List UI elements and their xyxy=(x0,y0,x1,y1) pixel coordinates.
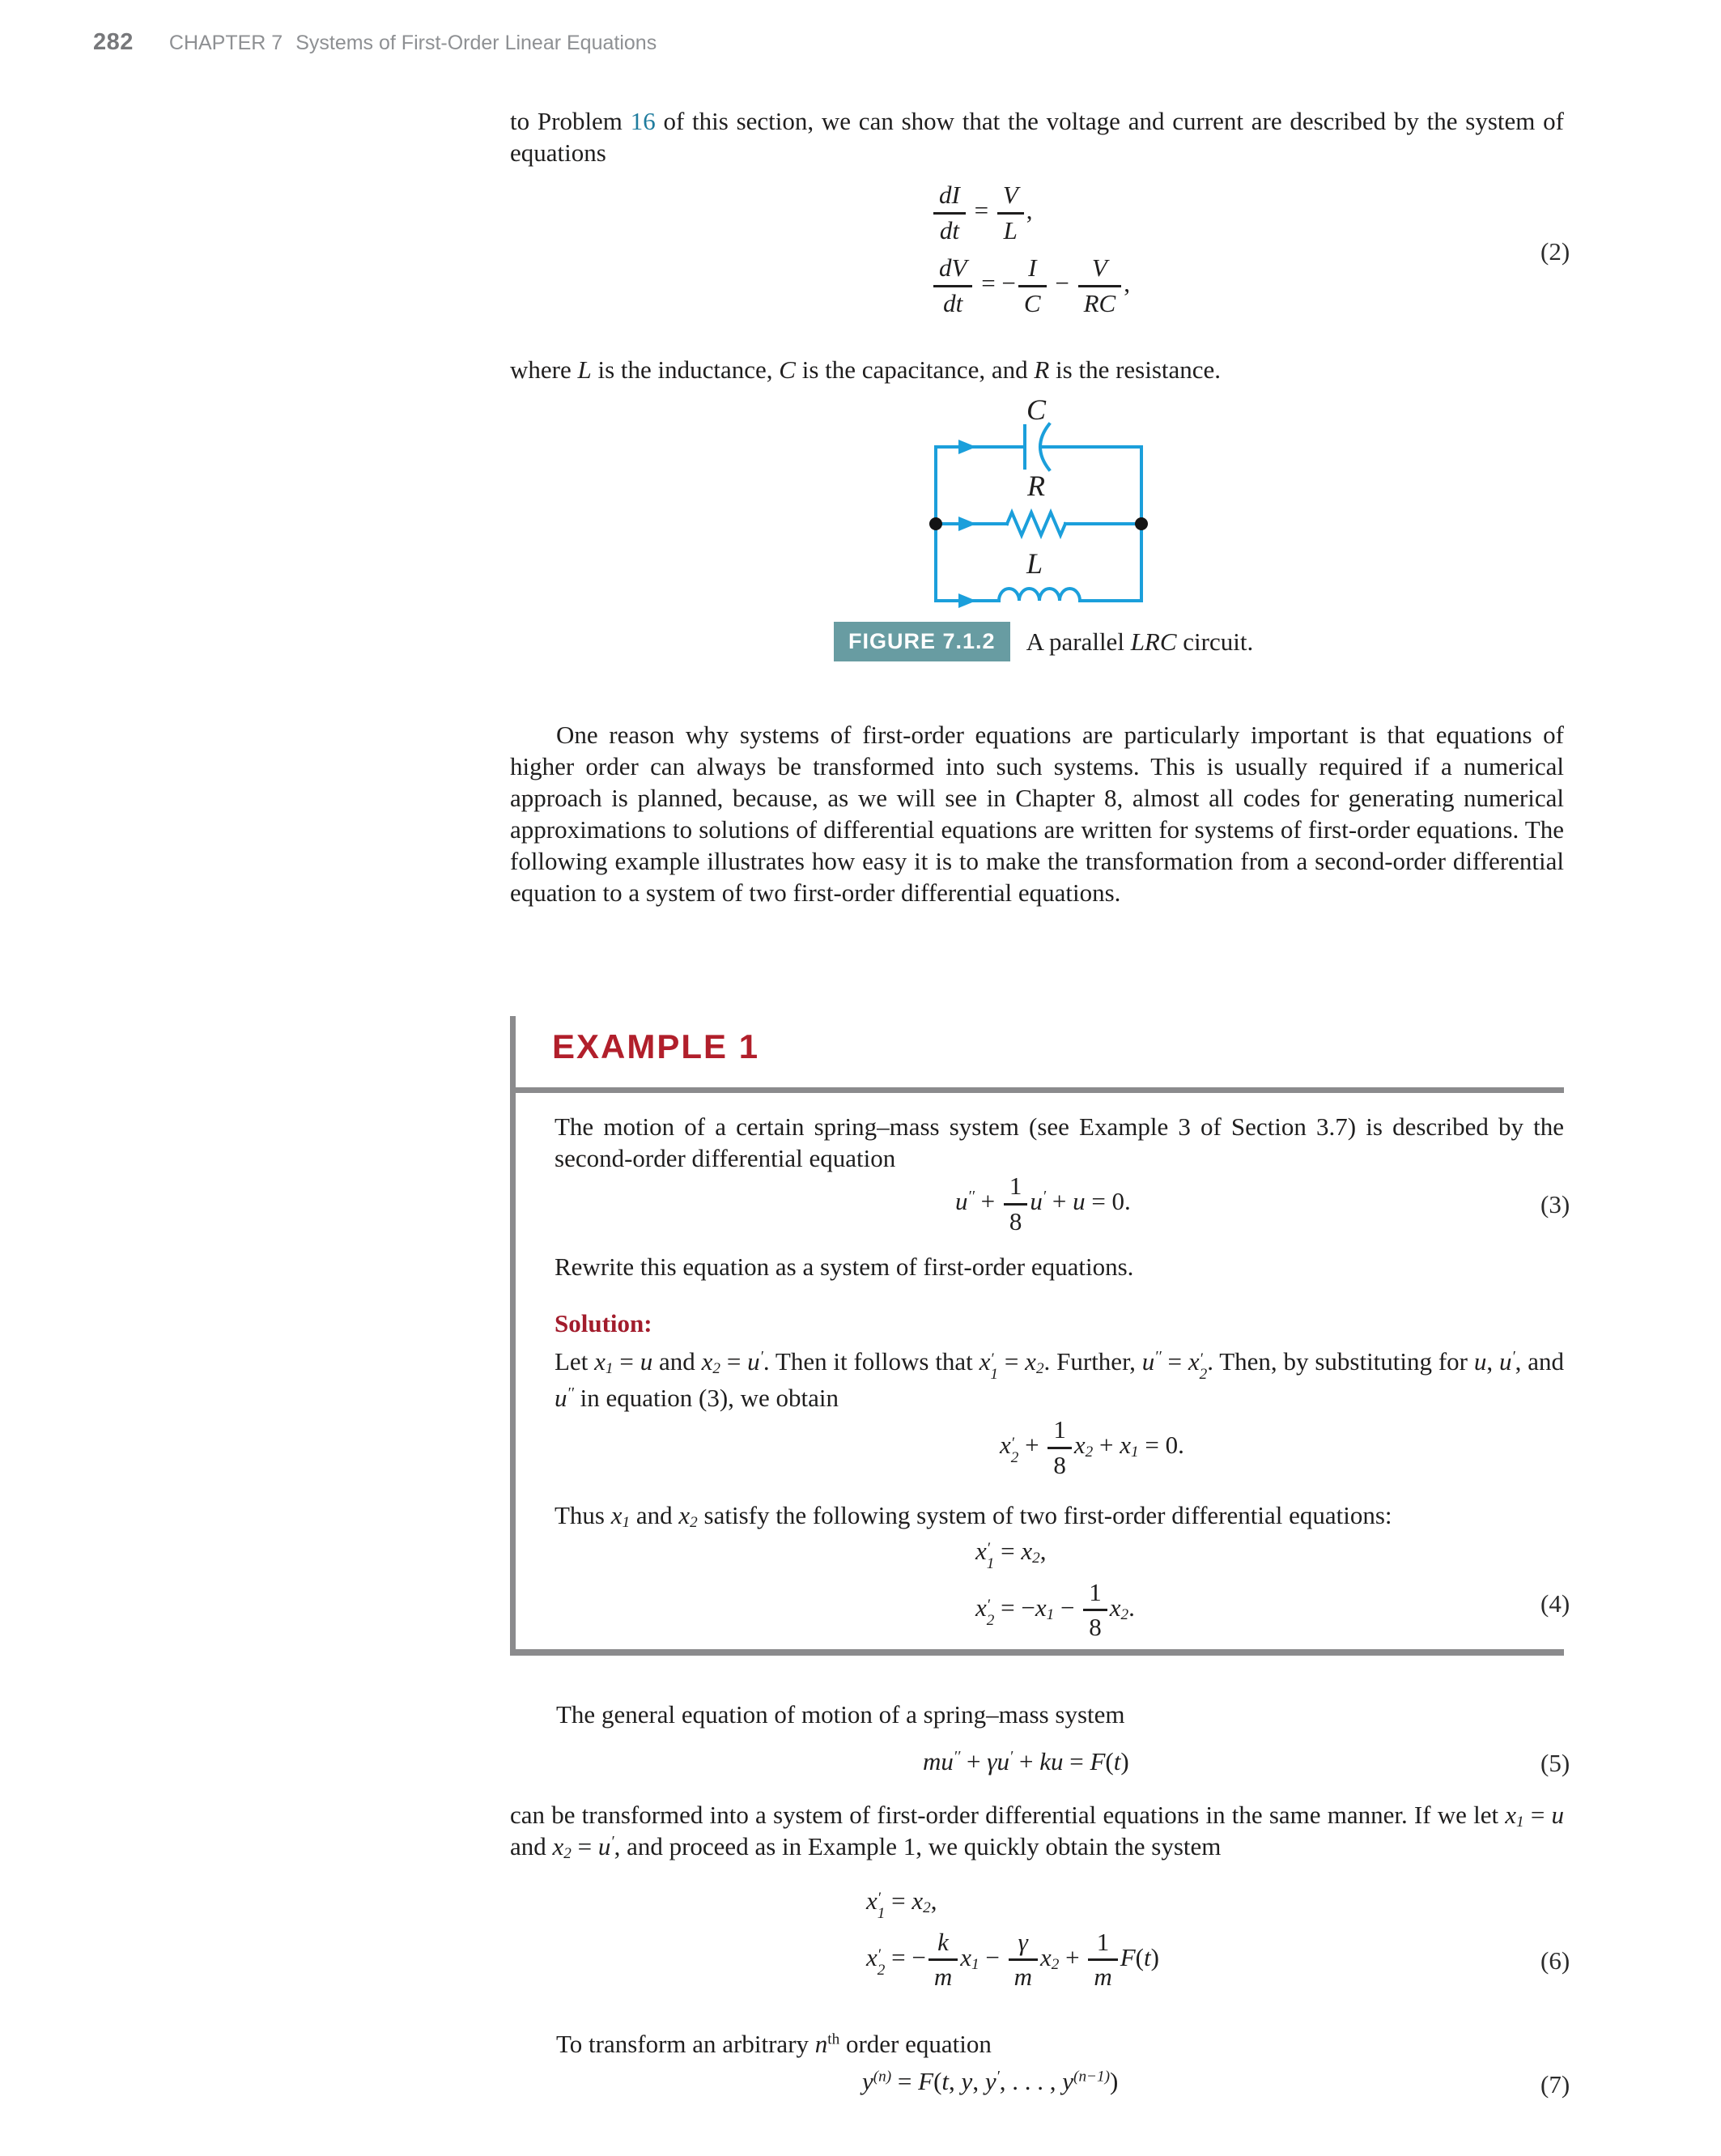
intro-paragraph: to Problem 16 of this section, we can show that the voltage and current are described by the system of equations xyxy=(510,107,1564,167)
thus-line: Thus $x_1$ and $x_2$ satisfy the following system of two first-order differential equations: xyxy=(555,1501,1392,1532)
chapter-label: CHAPTER 7 xyxy=(168,32,283,54)
arbitrary-order-line: To transform an arbitrary $n^{th}$ order equation xyxy=(556,2030,992,2058)
capacitor-label: C xyxy=(1026,398,1047,426)
inductor-label: L xyxy=(1026,547,1043,580)
junction-dot xyxy=(929,517,942,530)
resistor-label: R xyxy=(1027,470,1045,502)
current-arrow-icon xyxy=(958,517,976,531)
chapter-title: Systems of First-Order Linear Equations xyxy=(295,32,657,54)
equation-4: x ′ 1 = $x_2$, x ′ 2 = $-x_1$ − $\frac{1}{8}$ $x_2$. xyxy=(975,1537,1135,1642)
example-intro: The motion of a certain spring–mass system (see Example 3 of Section 3.7) is described by the second-order differential equation xyxy=(555,1112,1564,1172)
equation-7-number: (7) xyxy=(1540,2070,1570,2099)
equation-2-number: (2) xyxy=(1540,237,1570,266)
equation-7: $y^{(n)} = F(t$, y, y′, . . . , $y^{(n-1)}$) xyxy=(862,2067,1119,2095)
equation-4-number: (4) xyxy=(1540,1589,1570,1618)
solution-paragraph: Let $x_1 = u$ and $x_2 = u'$. Then it follows that x ′ 1 = $x_2$. Further, u′′ = x ′ 2 . Then, by substituting for u, u′, and u′′ in equation (3), we obtain xyxy=(555,1347,1564,1412)
equation-6: x ′ 1 = $x_2$, x ′ 2 = − $\frac{k}{m}$ $x_1$ − $\frac{\gamma}{m}$ $x_2$ + $\frac{1}{m}$ F(t) xyxy=(866,1886,1159,1992)
capacitor-symbol xyxy=(936,424,1141,470)
circuit-diagram xyxy=(928,398,1154,619)
solution-label: Solution: xyxy=(555,1309,652,1337)
current-arrow-icon xyxy=(958,593,976,608)
transform-paragraph: can be transformed into a system of first-order differential equations in the same manner. If we let $x_1 = u$ and $x_2 = u'$, and proceed as in Example 1, we quickly obtain the system xyxy=(510,1801,1565,1863)
resistor-symbol xyxy=(929,512,1148,535)
body-paragraph: One reason why systems of first-order equations are particularly important is that equations of higher order can always be transformed into such systems. This is usually required if a numerical approach is planned, because, as we will see in Chapter 8, almost all codes for generating numerical approximations to solutions of differential equations are written for systems of first-order equations. The following example illustrates how easy it is to make the transformation from a second-order differential equation to a system of two first-order differential equations. xyxy=(510,721,1564,907)
equation-3: u′′ + $\frac{1}{8}$ u′ + u = 0. xyxy=(955,1172,1131,1235)
equation-5-number: (5) xyxy=(1540,1749,1570,1777)
equation-5: mu′′ + γu′ + ku = F(t) xyxy=(923,1747,1129,1775)
where-paragraph: where L is the inductance, C is the capacitance, and R is the resistance. xyxy=(510,355,1222,384)
equation-2: $\frac{dI}{dt}$ = $\frac{V}{L}$ , $\frac{dV}{dt}$ = − $\frac{I}{C}$ − $\frac{V}{RC}$ , xyxy=(931,181,1130,318)
current-arrow-icon xyxy=(958,440,976,454)
equation-3-number: (3) xyxy=(1540,1190,1570,1218)
page-number: 282 xyxy=(93,29,134,55)
figure-caption: A parallel LRC circuit. xyxy=(1026,627,1254,656)
figure-caption-row xyxy=(834,622,1253,661)
equation-6-number: (6) xyxy=(1540,1946,1570,1975)
problem-link[interactable]: 16 xyxy=(630,107,656,135)
page-header xyxy=(93,29,657,56)
figure-label-badge: FIGURE 7.1.2 xyxy=(834,622,1010,661)
example-heading: EXAMPLE 1 xyxy=(552,1027,760,1065)
rewrite-line: Rewrite this equation as a system of first-order equations. xyxy=(555,1252,1134,1281)
example-left-bar xyxy=(510,1016,516,1656)
general-equation-line: The general equation of motion of a spring–mass system xyxy=(556,1700,1125,1729)
inductor-symbol xyxy=(936,589,1141,608)
example-top-rule xyxy=(510,1087,1564,1093)
junction-dot xyxy=(1135,517,1148,530)
equation-substituted: x ′ 2 + $\frac{1}{8}$ $x_2 + x_1 = 0$. xyxy=(1000,1415,1184,1479)
example-bottom-rule xyxy=(510,1649,1564,1656)
